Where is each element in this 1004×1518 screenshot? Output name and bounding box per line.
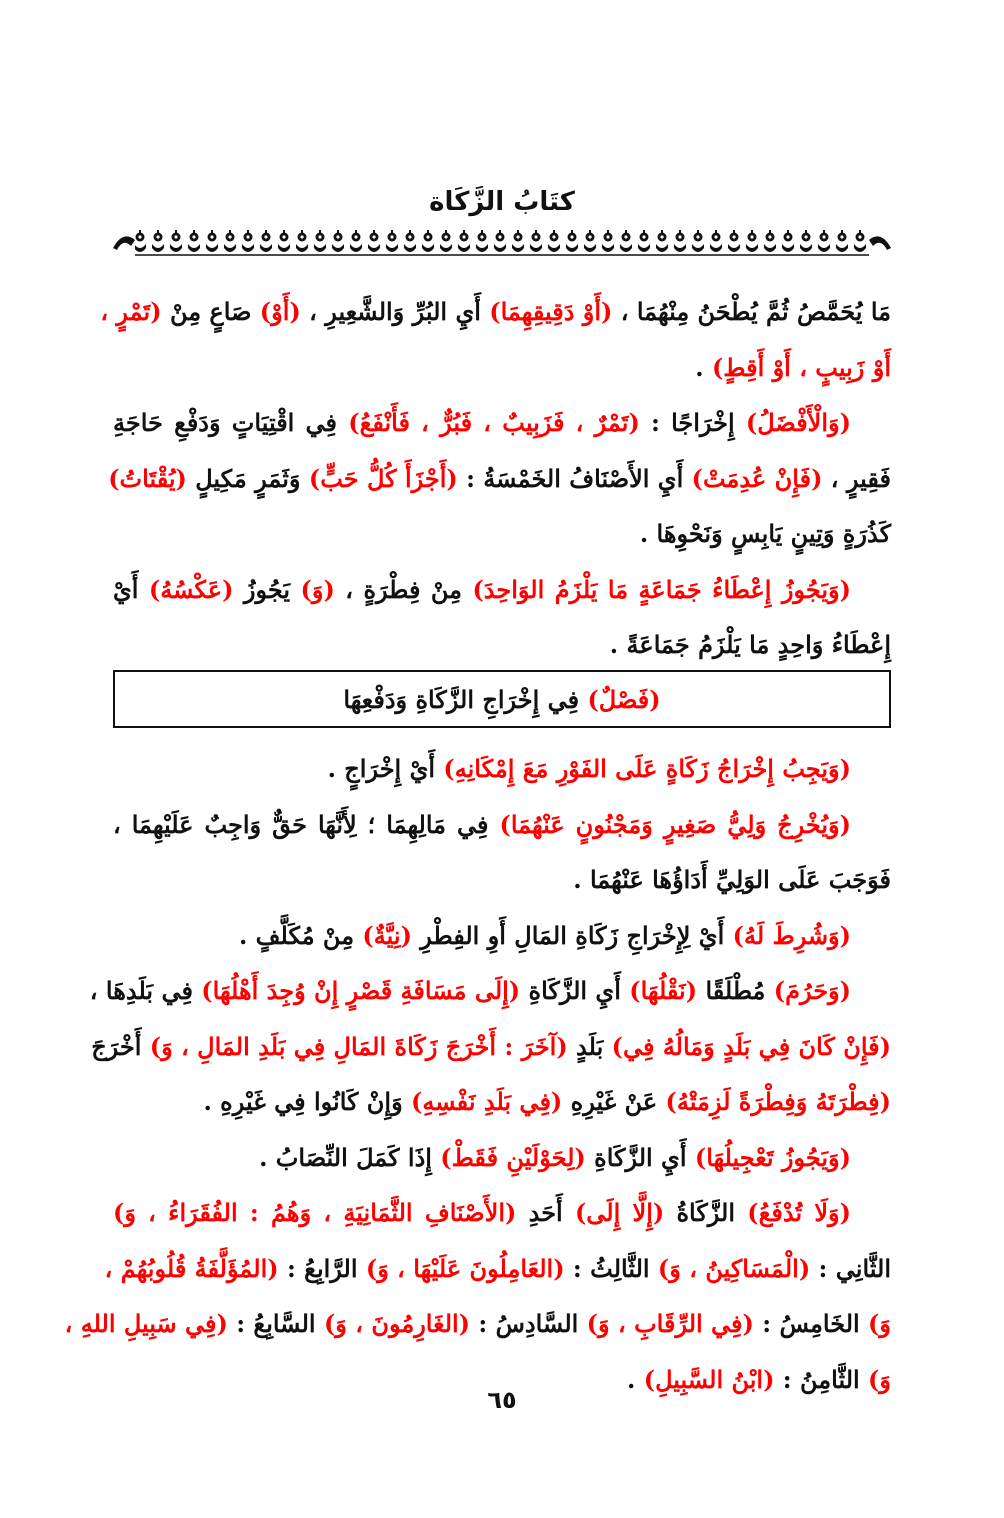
text-line: [113, 395, 891, 451]
matn-text: (وَشُرِطَ لَهُ): [732, 920, 851, 950]
text-line: [113, 1185, 891, 1241]
matn-text: (نَقْلُهَا): [629, 976, 698, 1005]
page-number: ٦٥: [487, 1386, 517, 1414]
sharh-text: الثَّامِنُ :: [774, 1364, 869, 1394]
matn-text: (وَ): [300, 574, 335, 604]
matn-text: وَ): [868, 1309, 891, 1338]
sharh-text: أَيِ الزَّكَاةِ: [585, 1142, 695, 1172]
matn-text: (أَوْ): [259, 297, 301, 326]
sharh-text: .: [695, 352, 712, 382]
matn-text: (وَالْأَفْضَلُ): [745, 408, 851, 437]
matn-text: (إِلَّا إِلَى): [574, 1198, 665, 1227]
sharh-text: الخَامِسُ :: [753, 1309, 869, 1338]
ornamental-border: [113, 228, 891, 258]
sharh-text: أَحَدِ: [516, 1198, 575, 1227]
matn-text: (وَيَجِبُ إِخْرَاجُ زَكَاةٍ عَلَى الفَوْرِ مَعَ إِمْكَانِهِ): [443, 754, 851, 783]
matn-text: (الغَارِمُونَ ، وَ): [323, 1309, 471, 1338]
matn-text: (فِطْرَتَهُ وَفِطْرَةً لَزِمَتْهُ): [665, 1087, 891, 1116]
sharh-text: وَإِنْ كَانُوا فِي غَيْرِهِ .: [203, 1087, 412, 1116]
matn-text: (فِي سَبِيلِ اللهِ ،: [64, 1309, 228, 1338]
sharh-text: فِي مَالِهِمَا ؛ لِأَنَّهَا حَقٌّ وَاجِبٌ عَلَيْهِمَا ،: [113, 809, 500, 839]
sharh-text: أَخْرَجَ: [91, 1031, 150, 1061]
sharh-text: صَاعٍ مِنْ: [161, 297, 260, 326]
matn-text: (ابْنُ السَّبِيلِ): [643, 1364, 775, 1394]
matn-text: (أَوْ دَقِيقِهِمَا): [489, 297, 613, 326]
matn-text: (الأَصْنَافِ الثَّمَانِيَةِ ، وَهُمُ : الفُقَرَاءُ ، وَ): [113, 1198, 517, 1227]
sharh-text: أَيِ الزَّكَاةِ: [520, 976, 630, 1005]
sharh-text: إِخْرَاجًا :: [639, 408, 746, 437]
sharh-text: فَقِيرٍ ،: [822, 463, 891, 493]
matn-text: (فِي الرِّقَابِ ، وَ): [586, 1309, 754, 1338]
sharh-text: .: [627, 1364, 644, 1394]
text-line: [113, 1074, 891, 1130]
sharh-text: فِي بَلَدِهَا ،: [89, 976, 202, 1005]
matn-text: (العَامِلُونَ عَلَيْهَا ، وَ): [365, 1253, 565, 1283]
sharh-text: مُطْلَقًا: [697, 976, 774, 1005]
text-line: [113, 741, 891, 797]
matn-text: (وَيُخْرِجُ وَلِيُّ صَغِيرٍ وَمَجْنُونٍ عَنْهُمَا): [499, 809, 851, 839]
sharh-text: الزَّكَاةُ: [664, 1198, 748, 1227]
sharh-text: الثَّانِي :: [810, 1253, 891, 1283]
sharh-text: أَيْ لِإِخْرَاجِ زَكَاةِ المَالِ أَوِ الفِطْرِ: [411, 920, 733, 950]
sharh-text: أَيِ الأَصْنَافُ الخَمْسَةُ :: [457, 463, 692, 493]
sharh-text: بَلَدٍ: [567, 1031, 612, 1061]
matn-text: (وَحَرُمَ): [773, 976, 851, 1005]
sharh-text: السَّادِسُ :: [470, 1309, 587, 1338]
matn-text: (أَجْزَأَ كُلُّ حَبٍّ): [308, 463, 458, 493]
text-line: [113, 617, 891, 673]
text-line: [100, 284, 891, 340]
text-line: [113, 797, 891, 853]
text-line: [104, 1241, 891, 1297]
matn-text: (فَإِنْ كَانَ فِي بَلَدٍ وَمَالُهُ فِي): [611, 1031, 891, 1061]
matn-text: (إِلَى مَسَافَةِ قَصْرٍ إِنْ وُجِدَ أَهْلُهَا): [201, 976, 521, 1005]
ornament-pattern-icon: [113, 228, 891, 258]
sharh-text: أَيِ البُرِّ وَالشَّعِيرِ ،: [300, 297, 490, 326]
matn-text: (نِيَّةٌ): [362, 920, 412, 950]
text-line: [113, 1130, 891, 1186]
matn-text: (وَلَا تُدْفَعُ): [747, 1198, 851, 1227]
text-block-2: [64, 741, 891, 1407]
text-line: [89, 963, 891, 1019]
section-title-text: فِي إِخْرَاجِ الزَّكَاةِ وَدَفْعِهَا: [343, 684, 588, 714]
matn-text: أَوْ زَبِيبٍ ، أَوْ أَقِطٍ): [711, 352, 891, 382]
matn-text: (الْمَسَاكِينُ ، وَ): [657, 1253, 811, 1283]
matn-text: (وَيَجُوزُ إِعْطَاءُ جَمَاعَةٍ مَا يَلْزَمُ الوَاحِدَ): [472, 574, 851, 604]
sharh-text: يَجُوزُ: [233, 574, 301, 604]
matn-text: (آخَرَ : أَخْرَجَ زَكَاةَ المَالِ فِي بَلَدِ المَالِ ، وَ): [149, 1031, 568, 1061]
text-line: [113, 506, 891, 562]
text-line: [91, 1019, 891, 1075]
matn-text: (فَإِنْ عُدِمَتْ): [691, 463, 823, 493]
sharh-text: إِذَا كَمَلَ النِّصَابُ .: [259, 1142, 441, 1172]
sharh-text: فِي اقْتِيَاتٍ وَدَفْعِ حَاجَةِ: [113, 408, 349, 437]
chapter-title: كتَابُ الزَّكَاة: [429, 187, 575, 217]
section-heading: [113, 670, 891, 728]
text-line: [64, 1296, 891, 1352]
matn-text: (عَكْسُهُ): [148, 574, 234, 604]
sharh-text: إِعْطَاءُ وَاحِدٍ مَا يَلْزَمُ جَمَاعَةً .: [609, 630, 891, 659]
sharh-text: الثَّالِثُ :: [564, 1253, 658, 1283]
sharh-text: مِنْ مُكَلَّفٍ .: [238, 920, 363, 950]
text-line: [113, 908, 891, 964]
text-line: [113, 340, 891, 396]
matn-text: وَ): [868, 1364, 891, 1394]
matn-text: (لِحَوْلَيْنِ فَقَطْ): [440, 1142, 586, 1172]
sharh-text: أَيْ: [113, 574, 149, 604]
sharh-text: كَذُرَةٍ وَتِينٍ يَابِسٍ وَنَحْوِهَا .: [639, 519, 891, 548]
sharh-text: مَا يُحَمَّصُ ثُمَّ يُطْحَنُ مِنْهُمَا ،: [612, 297, 891, 326]
text-line: [113, 852, 891, 908]
sharh-text: عَنْ غَيْرِهِ: [562, 1087, 666, 1116]
sharh-text: فَوَجَبَ عَلَى الوَلِيِّ أَدَاؤُهَا عَنْهُمَا .: [573, 865, 891, 894]
sharh-text: أَيْ إِخْرَاجٍ .: [327, 754, 444, 783]
sharh-text: السَّابِعُ :: [227, 1309, 324, 1338]
text-line: [108, 451, 891, 507]
matn-text: (فِي بَلَدِ نَفْسِهِ): [411, 1087, 563, 1116]
sharh-text: مِنْ فِطْرَةٍ ،: [334, 574, 473, 604]
matn-text: (المُؤَلَّفَةُ قُلُوبُهُمْ ،: [104, 1253, 279, 1283]
matn-text: (تَمْرٍ ،: [100, 297, 162, 326]
matn-text: (وَيَجُوزُ تَعْجِيلُهَا): [694, 1142, 851, 1172]
sharh-text: الرَّابِعُ :: [278, 1253, 366, 1283]
sharh-text: وَثَمَرٍ مَكِيلٍ: [186, 463, 309, 493]
text-block-1: [100, 284, 891, 673]
matn-text: (تَمْرٌ ، فَزَبِيبٌ ، فَبُرٌّ ، فَأَنْفَعُ): [348, 408, 640, 437]
text-line: [113, 562, 891, 618]
section-keyword: (فَصْلٌ): [587, 684, 661, 714]
matn-text: (يُقْتَاتُ): [108, 463, 187, 493]
